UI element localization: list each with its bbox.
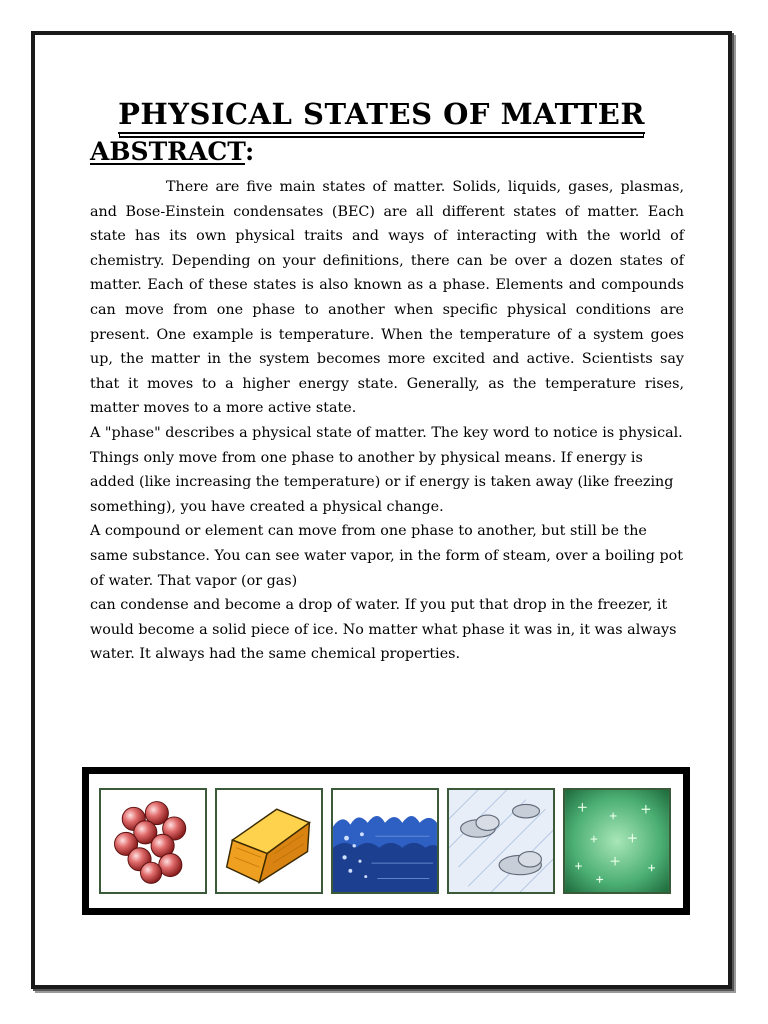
- page-title-text: PHYSICAL STATES OF MATTER: [118, 97, 645, 134]
- abstract-heading: [90, 137, 254, 166]
- abstract-heading-text: ABSTRACT: [90, 137, 245, 166]
- abstract-body: [90, 175, 684, 667]
- page-title: [35, 97, 728, 131]
- abstract-heading-colon: :: [244, 137, 255, 166]
- paragraph-compound: A compound or element can move from one phase to another, but still be the same substance. You can see water vapor, in the form of steam, over a boiling pot of water. That vapor (or gas): [90, 523, 683, 589]
- paragraph-phase: A "phase" describes a physical state of matter. The key word to notice is physical. Things only move from one phase to another by physical means. If energy is added (like increasing the temperature) or if energy is taken away (like freezing something), you have created a physical change.: [90, 424, 683, 515]
- states-illustration-strip: [82, 767, 690, 915]
- plasma-glow-icon: [563, 788, 671, 894]
- liquid-waves-icon: [331, 788, 439, 894]
- gas-clouds-icon: [447, 788, 555, 894]
- paragraph-condense: can condense and become a drop of water. If you put that drop in the freezer, it would become a solid piece of ice. No matter what phase it was in, it was always water. It always had the same chemical properties.: [90, 597, 677, 663]
- solid-block-icon: [215, 788, 323, 894]
- molecule-cluster-icon: [99, 788, 207, 894]
- document-page: [31, 31, 732, 989]
- paragraph-intro: There are five main states of matter. Solids, liquids, gases, plasmas, and Bose-Einstein condensates (BEC) are all different states of matter. Each state has its own physical traits and ways of interacting with the world of chemistry. Depending on your definitions, there can be over a dozen states of matter. Each of these states is also known as a phase. Elements and compounds can move from one phase to another when specific physical conditions are present. One example is temperature. When the temperature of a system goes up, the matter in the system becomes more excited and active. Scientists say that it moves to a higher energy state. Generally, as the temperature rises, matter moves to a more active state.: [90, 179, 684, 417]
